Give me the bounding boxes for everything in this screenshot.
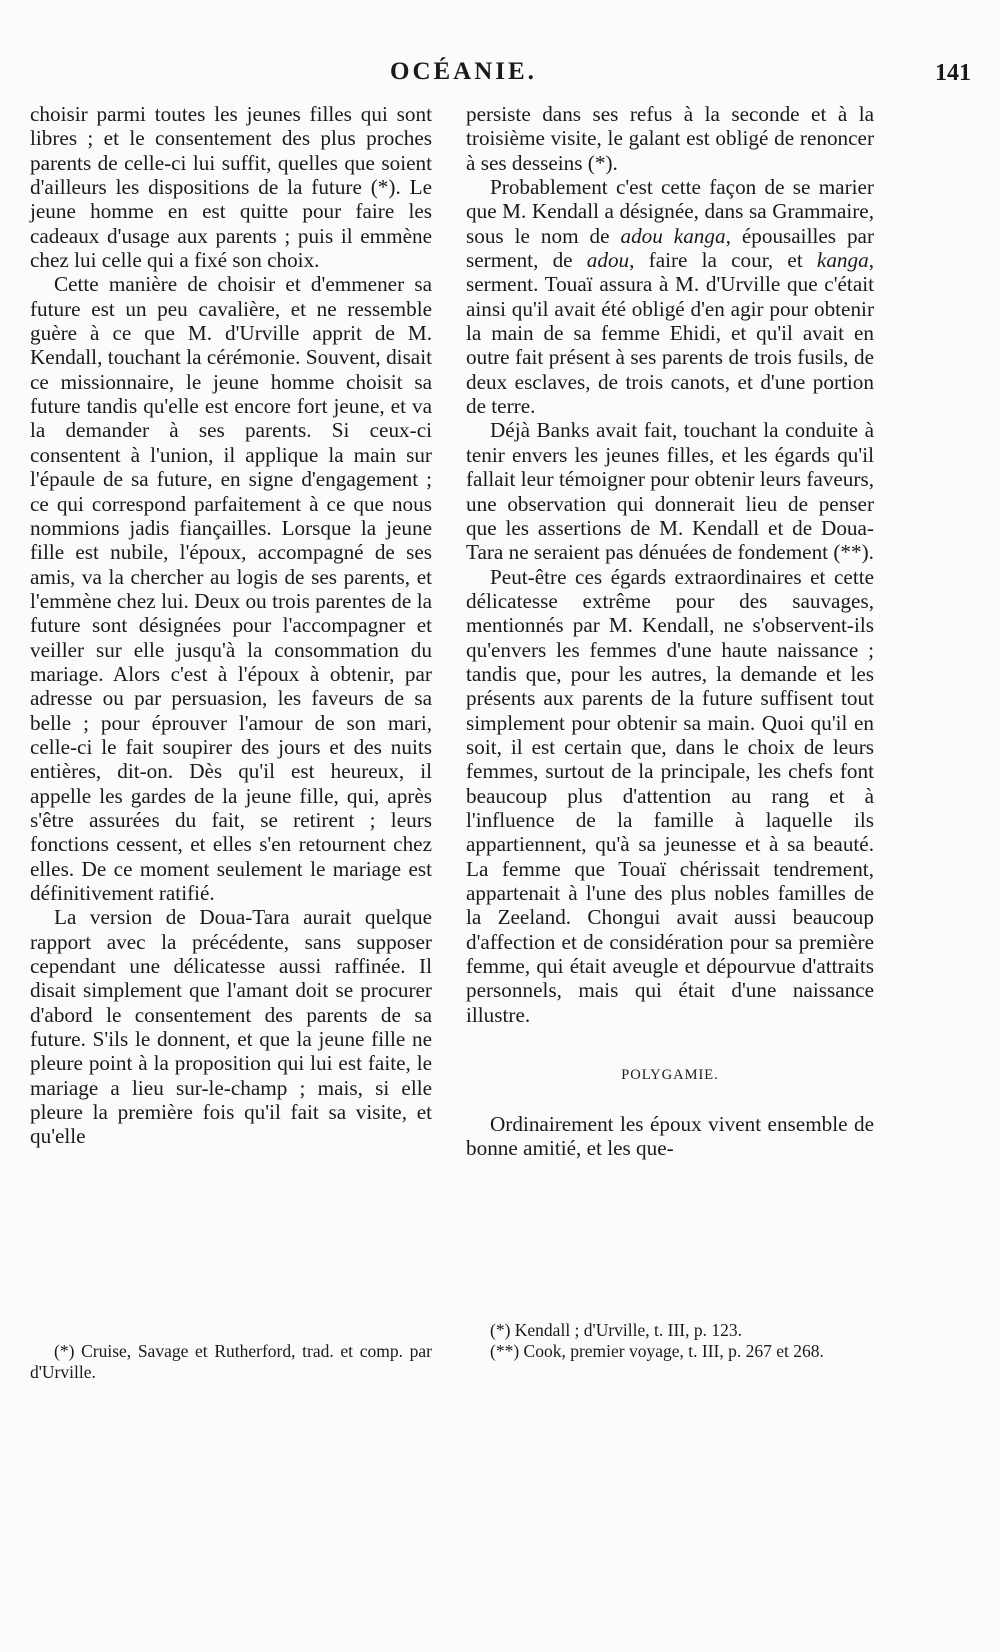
right-paragraph-2-text-a: Probablement c'est cette façon de se marier que M. Kendall a désignée, dans sa Grammaire, sous le nom de: [466, 175, 874, 248]
footnote-right-1: (*) Kendall ; d'Urville, t. III, p. 123.: [490, 1320, 742, 1340]
running-title: OCÉANIE.: [390, 58, 537, 85]
right-paragraph-4: Peut-être ces égards extraordinaires et cette délicatesse extrême pour des sauvages, mentionnés par M. Kendall, ne s'observent-ils qu'envers les femmes d'une haute naissance ; tandis que, pour les autres, la demande et les présents aux parents de la future suffisent tout simplement pour obtenir sa main. Quoi qu'il en soit, il est certain que, dans le choix de leurs femmes, surtout de la principale, les chefs font beaucoup plus d'attention au rang et à l'influence de la famille à laquelle ils appartiennent, qu'à sa jeunesse et à sa beauté. La femme que Touaï chérissait tendrement, appartenait à l'une des plus nobles familles de la Zeeland. Chongui avait aussi beaucoup d'affection et de considération pour sa première femme, qui était aveugle et dépourvue d'attraits personnels, mais qui était d'une naissance illustre.: [466, 564, 874, 1027]
page-header: [0, 58, 1000, 94]
section-title-polygamie: POLYGAMIE.: [621, 1067, 719, 1084]
right-paragraph-2: [466, 175, 874, 418]
right-paragraph-2-text-c: faire la cour, et: [634, 248, 817, 273]
right-column: [466, 102, 874, 1161]
footnote-right-2: (**) Cook, premier voyage, t. III, p. 267 et 268.: [490, 1341, 824, 1361]
term-adou: adou,: [586, 248, 635, 273]
right-paragraph-3: Déjà Banks avait fait, touchant la conduite à tenir envers les jeunes filles, et les égards qu'il fallait leur témoigner pour obtenir leurs faveurs, une observation qui donnerait lieu de penser que les assertions de M. Kendall et de Doua-Tara ne seraient pas dénuées de fondement (**).: [466, 418, 874, 565]
left-column: [30, 102, 432, 1149]
term-kanga: kanga: [816, 248, 869, 273]
left-paragraph-3: La version de Doua-Tara aurait quelque rapport avec la précédente, sans supposer cependant une délicatesse aussi raffinée. Il disait simplement que l'amant doit se procurer d'abord le consentement des parents de sa future. S'ils le donnent, et que la jeune fille ne pleure point à la proposition qui lui est faite, le mariage a lieu sur-le-champ ; mais, si elle pleure la première fois qu'il fait sa visite, et qu'elle: [30, 905, 432, 1149]
footnotes-left: [30, 1341, 432, 1383]
page-number: 141: [935, 60, 971, 86]
left-paragraph-2: Cette manière de choisir et d'emmener sa future est un peu cavalière, et ne ressemble guère à ce que M. d'Urville apprit de M. Kendall, touchant la cérémonie. Souvent, disait ce missionnaire, le jeune homme choisit sa future tandis qu'elle est encore fort jeune, et va la demander à ses parents. Si ceux-ci consentent à l'union, il applique la main sur l'épaule de sa future, en signe d'engagement ; ce qui correspond parfaitement à ce que nous nommions jadis fiançailles. Lorsque la jeune fille est nubile, l'époux, accompagné de ses amis, va la chercher au logis de ses parents, et l'emmène chez lui. Deux ou trois parentes de la future sont désignées pour l'accompagner et veiller sur elle jusqu'à la consommation du mariage. Alors c'est à l'époux à obtenir, par adresse ou par persuasion, les faveurs de sa belle ; pour éprouver l'amour de son mari, celle-ci le fait soupirer des jours et des nuits entières, dit-on. Dès qu'il est heureux, il appelle les gardes de la jeune fille, qui, après s'être assurées du fait, se retirent ; leurs fonctions cessent, et elles s'en retournent chez elles. De ce moment seulement le mariage est définitivement ratifié.: [30, 272, 432, 905]
right-paragraph-1: persiste dans ses refus à la seconde et à la troisième visite, le galant est obligé de renoncer à ses desseins (*).: [466, 102, 874, 175]
term-adou-kanga: adou kanga,: [620, 223, 731, 248]
left-paragraph-1: choisir parmi toutes les jeunes filles qui sont libres ; et le consentement des plus proches parents de celle-ci lui suffit, quelles que soient d'ailleurs les dispositions de la future (*). Le jeune homme en est quitte pour faire les cadeaux d'usage aux parents ; puis il emmène chez lui celle qui a fixé son choix.: [30, 102, 432, 273]
right-paragraph-5: Ordinairement les époux vivent ensemble de bonne amitié, et les que-: [466, 1112, 874, 1161]
footnote-left: (*) Cruise, Savage et Rutherford, trad. et comp. par d'Urville.: [30, 1341, 432, 1382]
right-paragraph-2-text-b: épousailles par serment, de: [466, 223, 875, 273]
right-paragraph-2-text-d: , serment. Touaï assura à M. d'Urville que c'était ainsi qu'il avait été obligé d'en agir pour obtenir la main de sa femme Ehidi, et qu'il avait en outre fait présent à ses parents de trois fusils, de deux esclaves, de trois canots, et d'une portion de terre.: [466, 248, 874, 419]
footnotes-right: [466, 1320, 874, 1362]
